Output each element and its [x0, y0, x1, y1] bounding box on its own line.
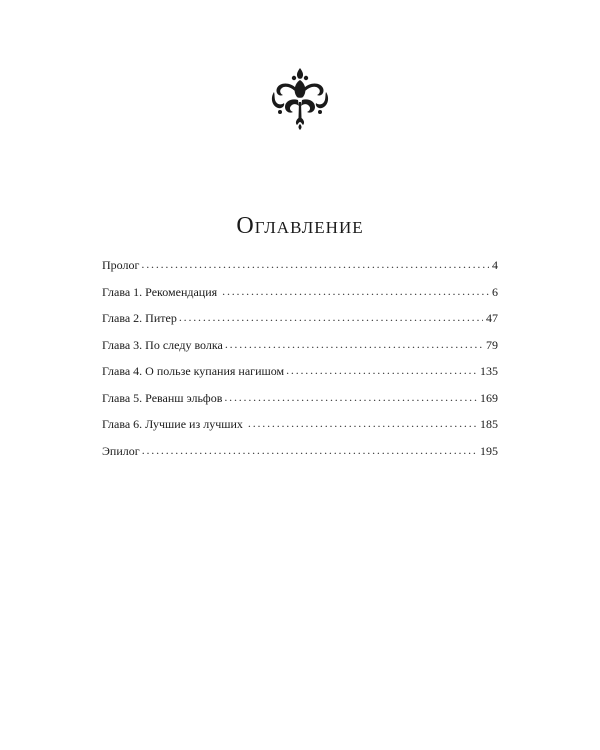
toc-entry-page: 47 [486, 311, 498, 325]
toc-entry-label: Глава 4. О пользе купания нагишом [102, 364, 285, 378]
toc-entry[interactable] [102, 389, 498, 416]
toc-entry-label: Глава 1. Рекомендация [102, 284, 221, 299]
toc-entry[interactable] [102, 309, 498, 336]
toc-leader-dots [222, 282, 489, 300]
toc-entry-page: 195 [480, 443, 498, 458]
toc-entry[interactable] [102, 336, 498, 363]
toc-entry[interactable] [102, 256, 498, 283]
toc-leader-dots [224, 388, 477, 406]
toc-entry-label: Пролог [102, 258, 140, 272]
toc-entry[interactable] [102, 442, 498, 469]
toc-entry-label: Эпилог [102, 443, 140, 458]
toc-entry-page: 6 [492, 284, 498, 299]
toc-leader-dots [248, 414, 477, 432]
toc-entry-label: Глава 5. Реванш эльфов [102, 390, 223, 405]
toc-leader-dots [286, 361, 477, 379]
toc-entry-page: 79 [486, 337, 498, 352]
toc-entry[interactable] [102, 362, 498, 389]
toc-entry[interactable] [102, 415, 498, 442]
toc-leader-dots [142, 441, 477, 459]
toc-leader-dots [179, 308, 483, 326]
toc-leader-dots [225, 335, 483, 353]
page-title: Оглавление [236, 213, 364, 239]
toc-entry-page: 135 [480, 364, 498, 378]
toc-entry-page: 4 [492, 258, 498, 272]
fleur-ornament-icon [270, 68, 330, 130]
toc-entry-label: Глава 3. По следу волка [102, 337, 223, 352]
table-of-contents [102, 256, 498, 468]
toc-entry-page: 185 [480, 417, 498, 431]
toc-entry-label: Глава 6. Лучшие из лучших [102, 417, 246, 431]
toc-entry-page: 169 [480, 390, 498, 405]
toc-entry[interactable] [102, 283, 498, 310]
toc-leader-dots [141, 255, 489, 273]
toc-entry-label: Глава 2. Питер [102, 311, 177, 325]
